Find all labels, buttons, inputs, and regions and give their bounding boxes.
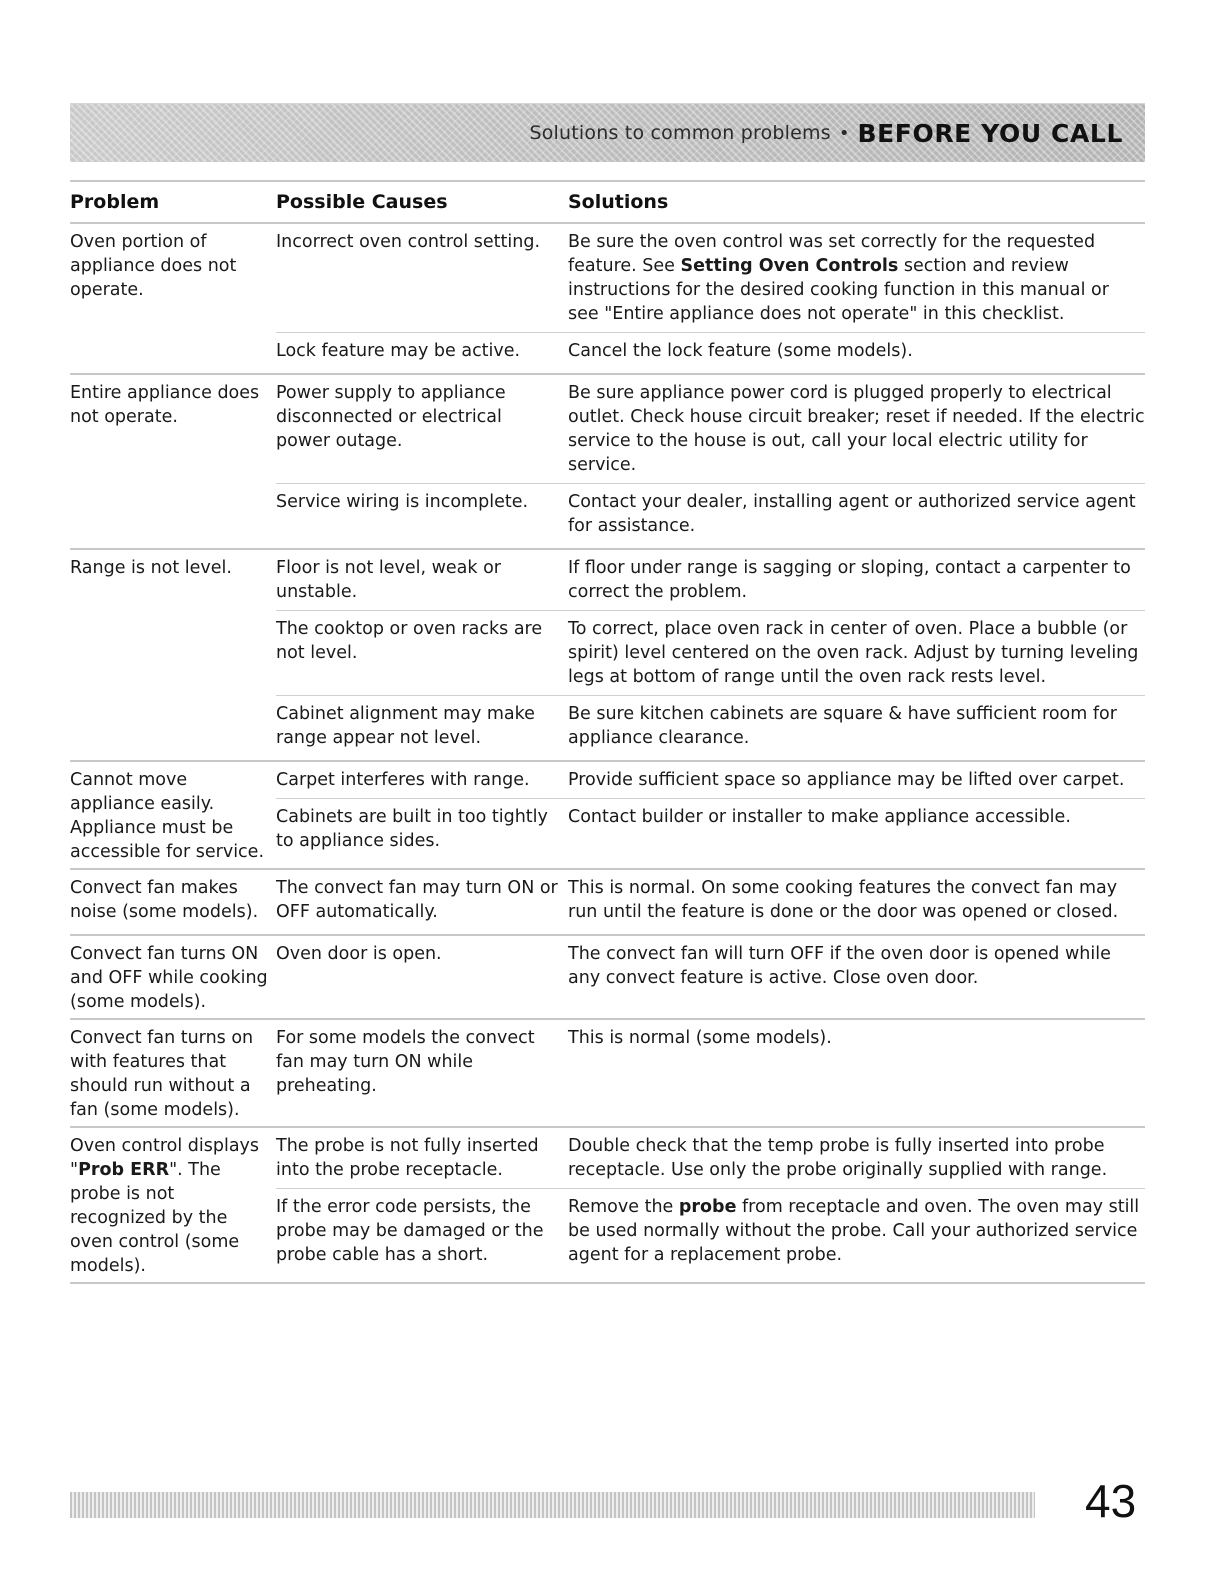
cause-cell: Incorrect oven control setting.: [276, 232, 541, 252]
problem-group: [70, 762, 1145, 870]
banner-title: BEFORE YOU CALL: [857, 118, 1123, 148]
page-number: 43: [1085, 1475, 1137, 1527]
footer-decorative-strip: [70, 1492, 1035, 1518]
problem-text: ". The probe is not recognized by the oven control (some models).: [70, 1160, 240, 1276]
cause-solution-row: [276, 332, 1145, 369]
solution-cell: [568, 1195, 1145, 1267]
solution-emphasis: Setting Oven Controls: [680, 256, 899, 276]
cause-solution-row: [276, 1188, 1145, 1273]
cause-cell: The convect fan may turn ON or OFF automatically.: [276, 878, 558, 922]
problem-group: [70, 550, 1145, 762]
cause-cell: Lock feature may be active.: [276, 341, 521, 361]
solution-text: Remove the: [568, 1197, 679, 1217]
problem-cell: Range is not level.: [70, 558, 232, 578]
cause-solution-row: [276, 554, 1145, 610]
cause-cell: Carpet interferes with range.: [276, 770, 530, 790]
cause-solution-row: [276, 228, 1145, 332]
solution-cell: [568, 230, 1145, 326]
solution-text: from receptacle and oven. The oven may still be used normally without the probe. Call your authorized service agent for a replacement probe.: [568, 1197, 1140, 1265]
cause-cell: The cooktop or oven racks are not level.: [276, 619, 543, 663]
solution-cell: Be sure kitchen cabinets are square & have sufficient room for appliance clearance.: [568, 704, 1117, 748]
problem-cell: Entire appliance does not operate.: [70, 383, 260, 427]
solution-cell: Cancel the lock feature (some models).: [568, 341, 913, 361]
banner-bullet: •: [838, 122, 850, 144]
solution-cell: This is normal. On some cooking features the convect fan may run until the feature is done or the door was opened or closed.: [568, 878, 1119, 922]
solution-text: section and review instructions for the desired cooking function in this manual or see "Entire appliance does not operate" in this checklist.: [568, 256, 1109, 324]
cause-cell: Power supply to appliance disconnected or electrical power outage.: [276, 383, 506, 451]
solution-cell: The convect fan will turn OFF if the oven door is opened while any convect feature is active. Close oven door.: [568, 944, 1111, 988]
solution-text: Be sure the oven control was set correctly for the requested feature. See: [568, 232, 1096, 276]
solution-cell: Double check that the temp probe is fully inserted into probe receptacle. Use only the probe originally supplied with range.: [568, 1136, 1108, 1180]
cause-cell: For some models the convect fan may turn ON while preheating.: [276, 1028, 535, 1096]
problem-group: [70, 375, 1145, 550]
table-header-row: [70, 180, 1145, 224]
cause-solution-row: [276, 798, 1145, 859]
problem-group: [70, 224, 1145, 375]
problem-cell: Convect fan turns on with features that should run without a fan (some models).: [70, 1028, 254, 1120]
troubleshooting-table: [70, 180, 1145, 1284]
solution-cell: Contact builder or installer to make appliance accessible.: [568, 807, 1071, 827]
problem-cell: Convect fan makes noise (some models).: [70, 878, 259, 922]
cause-solution-row: [276, 874, 1145, 930]
problem-group: [70, 870, 1145, 936]
problem-cell: [70, 1132, 276, 1278]
problem-cell: Convect fan turns ON and OFF while cooking (some models).: [70, 944, 268, 1012]
column-header-causes: Possible Causes: [276, 191, 448, 213]
solution-cell: To correct, place oven rack in center of oven. Place a bubble (or spirit) level centered on the oven rack. Adjust by turning leveling legs at bottom of range until the oven rack rests level.: [568, 619, 1139, 687]
cause-solution-row: [276, 379, 1145, 483]
problem-group: [70, 936, 1145, 1020]
solution-cell: Provide sufficient space so appliance may be lifted over carpet.: [568, 770, 1125, 790]
cause-cell: Oven door is open.: [276, 944, 442, 964]
cause-solution-row: [276, 610, 1145, 695]
error-code-text: Prob ERR: [78, 1160, 170, 1180]
cause-cell: If the error code persists, the probe may be damaged or the probe cable has a short.: [276, 1197, 544, 1265]
cause-solution-row: [276, 1024, 1145, 1104]
cause-solution-row: [276, 940, 1145, 996]
problem-group: [70, 1128, 1145, 1284]
cause-cell: Service wiring is incomplete.: [276, 492, 529, 512]
solution-cell: If floor under range is sagging or sloping, contact a carpenter to correct the problem.: [568, 558, 1131, 602]
banner-text: [529, 104, 1123, 162]
column-header-problem: Problem: [70, 191, 160, 213]
problem-group: [70, 1020, 1145, 1128]
problem-cell: Cannot move appliance easily. Appliance must be accessible for service.: [70, 770, 265, 862]
cause-cell: Cabinet alignment may make range appear not level.: [276, 704, 535, 748]
problem-text: Oven control displays ": [70, 1136, 260, 1180]
cause-cell: The probe is not fully inserted into the probe receptacle.: [276, 1136, 539, 1180]
solution-emphasis: probe: [678, 1197, 737, 1217]
cause-solution-row: [276, 1132, 1145, 1188]
solution-cell: This is normal (some models).: [568, 1028, 832, 1048]
solution-cell: Contact your dealer, installing agent or authorized service agent for assistance.: [568, 492, 1136, 536]
cause-cell: Cabinets are built in too tightly to appliance sides.: [276, 807, 548, 851]
cause-solution-row: [276, 695, 1145, 756]
solution-cell: Be sure appliance power cord is plugged properly to electrical outlet. Check house circuit breaker; reset if needed. If the electric service to the house is out, call your local electric utility for service.: [568, 383, 1145, 475]
section-banner: [70, 103, 1145, 162]
problem-cell: Oven portion of appliance does not operate.: [70, 232, 237, 300]
column-header-solutions: Solutions: [568, 191, 669, 213]
cause-cell: Floor is not level, weak or unstable.: [276, 558, 502, 602]
banner-subtitle: Solutions to common problems: [529, 122, 831, 144]
cause-solution-row: [276, 483, 1145, 544]
cause-solution-row: [276, 766, 1145, 798]
